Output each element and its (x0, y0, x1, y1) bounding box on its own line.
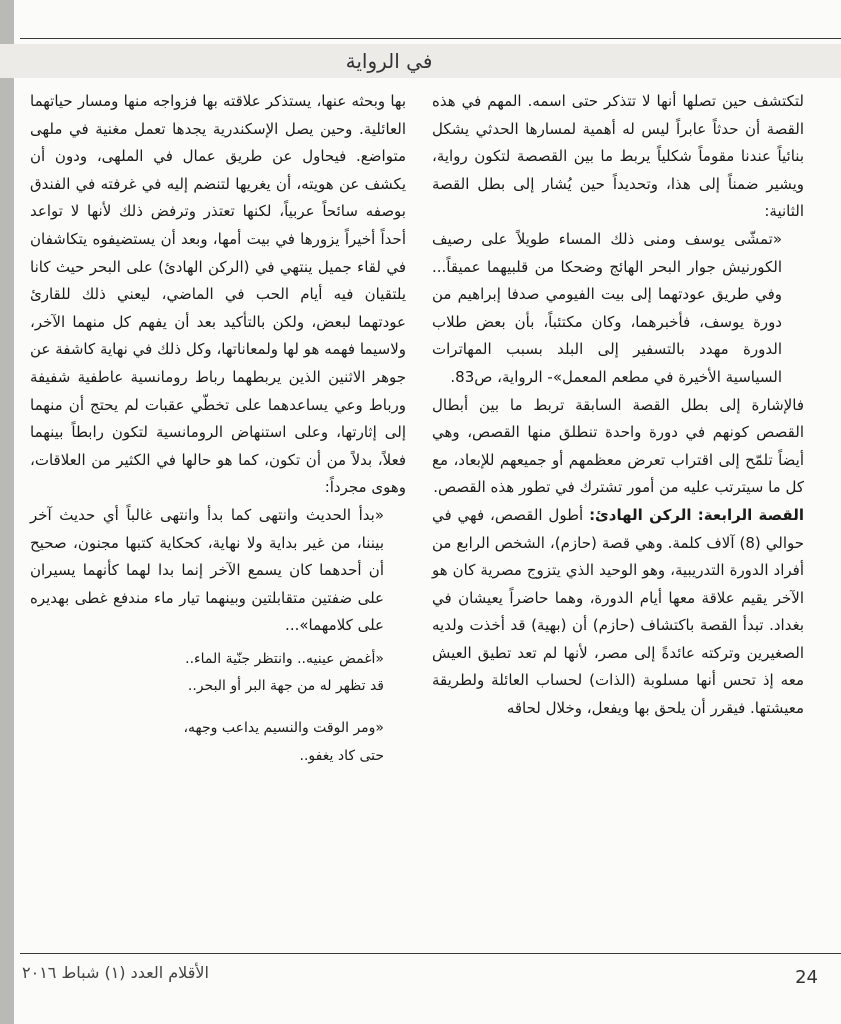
paragraph: فالإشارة إلى بطل القصة السابقة تربط ما بين أبطال القصص كونهم في دورة واحدة تنطلق منها القصص، وهي أيضاً تلمّح إلى اقتراب تعرض معظمهم أو جميعهم للإبعاد، مع كل ما سيترتب عليه من أمور تشترك في تطور هذه القصص. (432, 395, 804, 497)
block-quote: «تمشّى يوسف ومنى ذلك المساء طويلاً على رصيف الكورنيش جوار البحر الهائج وضحكا من قلبيهما عميقاً... وفي طريق عودتهما إلى بيت الفيومي صدفا إبراهيم من دورة يوسف، فأخبرهما، وكان مكتئباً، بأن بعض طلاب الدورة مهدد بالتسفير إلى البلد بسبب المهاترات السياسية الأخيرة في مطعم المعمل»- الرواية، ص83. (432, 229, 782, 386)
journal-issue-label: الأقلام العدد (١) شباط ٢٠١٦ (22, 963, 209, 982)
page-edge-shadow (0, 0, 14, 1024)
poem-line: حتى كاد يغفو.. (299, 747, 384, 764)
poem-line: «ومر الوقت والنسيم يداعب وجهه، (183, 720, 384, 737)
poem-line: قد تظهر له من جهة البر أو البحر.. (187, 678, 384, 695)
footer-rule (20, 953, 841, 954)
right-text-column (432, 88, 804, 723)
poem-line: «أغمض عينيه.. وانتظر جنّية الماء.. (185, 650, 384, 667)
running-header-title: في الرواية (345, 49, 433, 73)
header-rule (20, 38, 841, 39)
poem-excerpt (30, 715, 406, 770)
paragraph (432, 502, 804, 723)
paragraph: لتكتشف حين تصلها أنها لا تتذكر حتى اسمه. المهم في هذه القصة أن حدثاً عابراً ليس له أهمية لمسارها الحدثي يشكل بنائياً عندنا مقوماً شكلياً يربط ما بين القصصة لتكون رواية، ويشير ضمناً إلى هذا، وتحديداً حين يُشار إلى بطل القصة الثانية: (432, 92, 804, 221)
paragraph: بها وبحثه عنها، يستذكر علاقته بها فزواجه منها ومسار حياتهما العائلية. وحين يصل الإسكندرية يجدها تعمل مغنية في ملهى متواضع. فيحاول عن طريق عمال في الملهى، ودون أن يكشف عن هويته، أن يغريها لتنضم إليه في غرفته في الفندق بوصفه سائحاً عربياً، لكنها تعتذر وترفض ذلك لأنها لا تواعد أحداً أخيراً يزورها في بيت أمها، وبعد أن يستضيفوه يتكاشفان في لقاء جميل ينتهي في (الركن الهادئ) على البحر حيث كانا يلتقيان فيه أيام الحب في الماضي، ليعني ذلك للقارئ عودتهما لبعض، ولكن بالتأكيد بعد أن يفهم كل منهما الآخر، ولاسيما فهمه هو لها ولمعاناتها، وكل ذلك في نهاية كاشفة عن جوهر الاثنين الذين يربطهما رباط رومانسية عاطفية شفيفة ورباط وعي يساعدهما على تخطّي عقبات لم يحتج أن منهما إلى إثارتها، وعلى استنهاض الرومانسية لتكون رابطاً بينهما فعلاً، بدلاً من أن تكون، كما هو حالها في الكثير من العلاقات، وهوى مجرداً: (30, 92, 406, 497)
poem-excerpt (30, 646, 406, 701)
left-text-column (30, 88, 406, 770)
paragraph-text: أطول القصص، فهي في حوالي (8) آلاف كلمة. وهي قصة (حازم)، الشخص الرابع من أفراد الدورة التدريبية، وهو الوحيد الذي يتزوج مصرية كان هو الآخر يقيم علاقة معها أيام الدورة، وهما حاضراً يعيشان في بغداد. تبدأ القصة باكتشاف (حازم) أن (بهية) قد أخذت ولديه الصغيرين وتركته عائدةً إلى مصر، لأنها لم تعد تطيق العيش معه إذ تحس أنها مسلوبة (الذات) لحساب العائلة ولطريقة معيشتها. فيقرر أن يلحق بها ويفعل، وخلال لحاقه (432, 505, 805, 718)
section-heading: القصة الرابعة: الركن الهادئ: (589, 505, 805, 524)
page-number: 24 (795, 967, 818, 988)
block-quote: «بدأ الحديث وانتهى كما بدأ وانتهى غالباً أي حديث آخر بيننا، من غير بداية ولا نهاية، كحكاية كتبها مجنون، صحيح أن أحدهما كان يسمع الآخر إنما بدا لهما كأنهما يسيران على ضفتين متقابلتين وبينهما تيار ماء مندفع غطى بهديره على كلامهما»... (30, 505, 384, 635)
